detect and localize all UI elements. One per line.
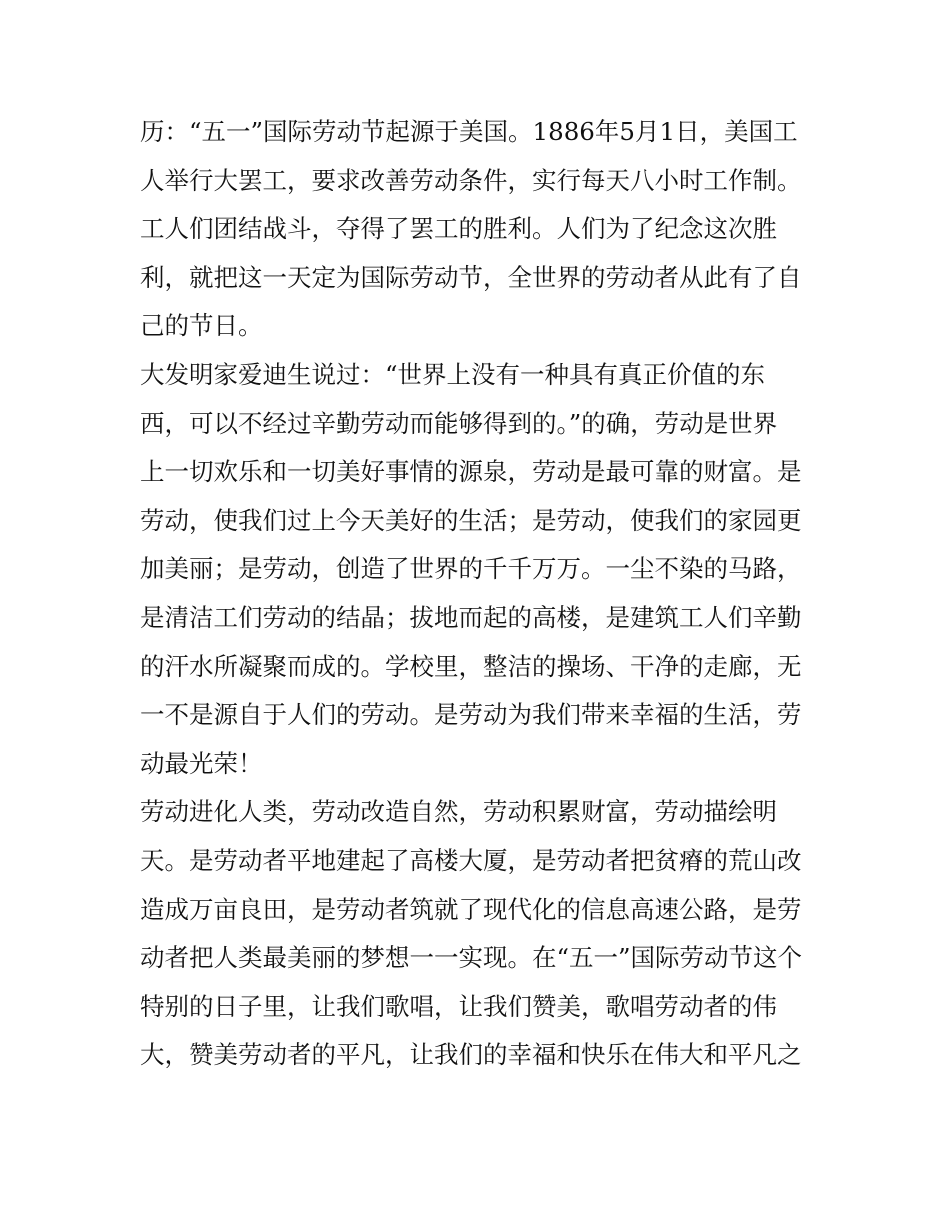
text-line: 大，赞美劳动者的平凡，让我们的幸福和快乐在伟大和平凡之: [140, 1040, 802, 1070]
text-line: 劳动进化人类，劳动改造自然，劳动积累财富，劳动描绘明: [140, 797, 777, 827]
text-line: 西，可以不经过辛勤劳动而能够得到的。”的确，劳动是世界: [140, 408, 778, 438]
text-line: 人举行大罢工，要求改善劳动条件，实行每天八小时工作制。: [140, 165, 802, 195]
text-line: 天。是劳动者平地建起了高楼大厦，是劳动者把贫瘠的荒山改: [140, 845, 802, 875]
text-line: 特别的日子里，让我们歌唱，让我们赞美，歌唱劳动者的伟: [140, 991, 777, 1021]
text-line: 利，就把这一天定为国际劳动节，全世界的劳动者从此有了自: [140, 262, 802, 292]
document-body: [140, 108, 820, 1080]
text-line: 上一切欢乐和一切美好事情的源泉，劳动是最可靠的财富。是: [140, 457, 802, 487]
text-line: 动者把人类最美丽的梦想一一实现。在“五一”国际劳动节这个: [140, 943, 803, 973]
text-line: 动最光荣！: [140, 748, 263, 778]
text-line: 加美丽；是劳动，创造了世界的千千万万。一尘不染的马路，: [140, 554, 802, 584]
text-line: 历：“五一”国际劳动节起源于美国。1886年5月1日，美国工: [140, 117, 798, 146]
text-line: 大发明家爱迪生说过：“世界上没有一种具有真正价值的东: [140, 359, 766, 389]
text-line: 劳动，使我们过上今天美好的生活；是劳动，使我们的家园更: [140, 505, 802, 535]
text-line: 己的节日。: [140, 311, 263, 341]
text-line: 造成万亩良田，是劳动者筑就了现代化的信息高速公路，是劳: [140, 894, 802, 924]
text-line: 是清洁工们劳动的结晶；拔地而起的高楼，是建筑工人们辛勤: [140, 602, 802, 632]
text-line: 的汗水所凝聚而成的。学校里，整洁的操场、干净的走廊，无: [140, 651, 802, 681]
text-line: 工人们团结战斗，夺得了罢工的胜利。人们为了纪念这次胜: [140, 214, 777, 244]
text-line: 一不是源自于人们的劳动。是劳动为我们带来幸福的生活，劳: [140, 700, 802, 730]
